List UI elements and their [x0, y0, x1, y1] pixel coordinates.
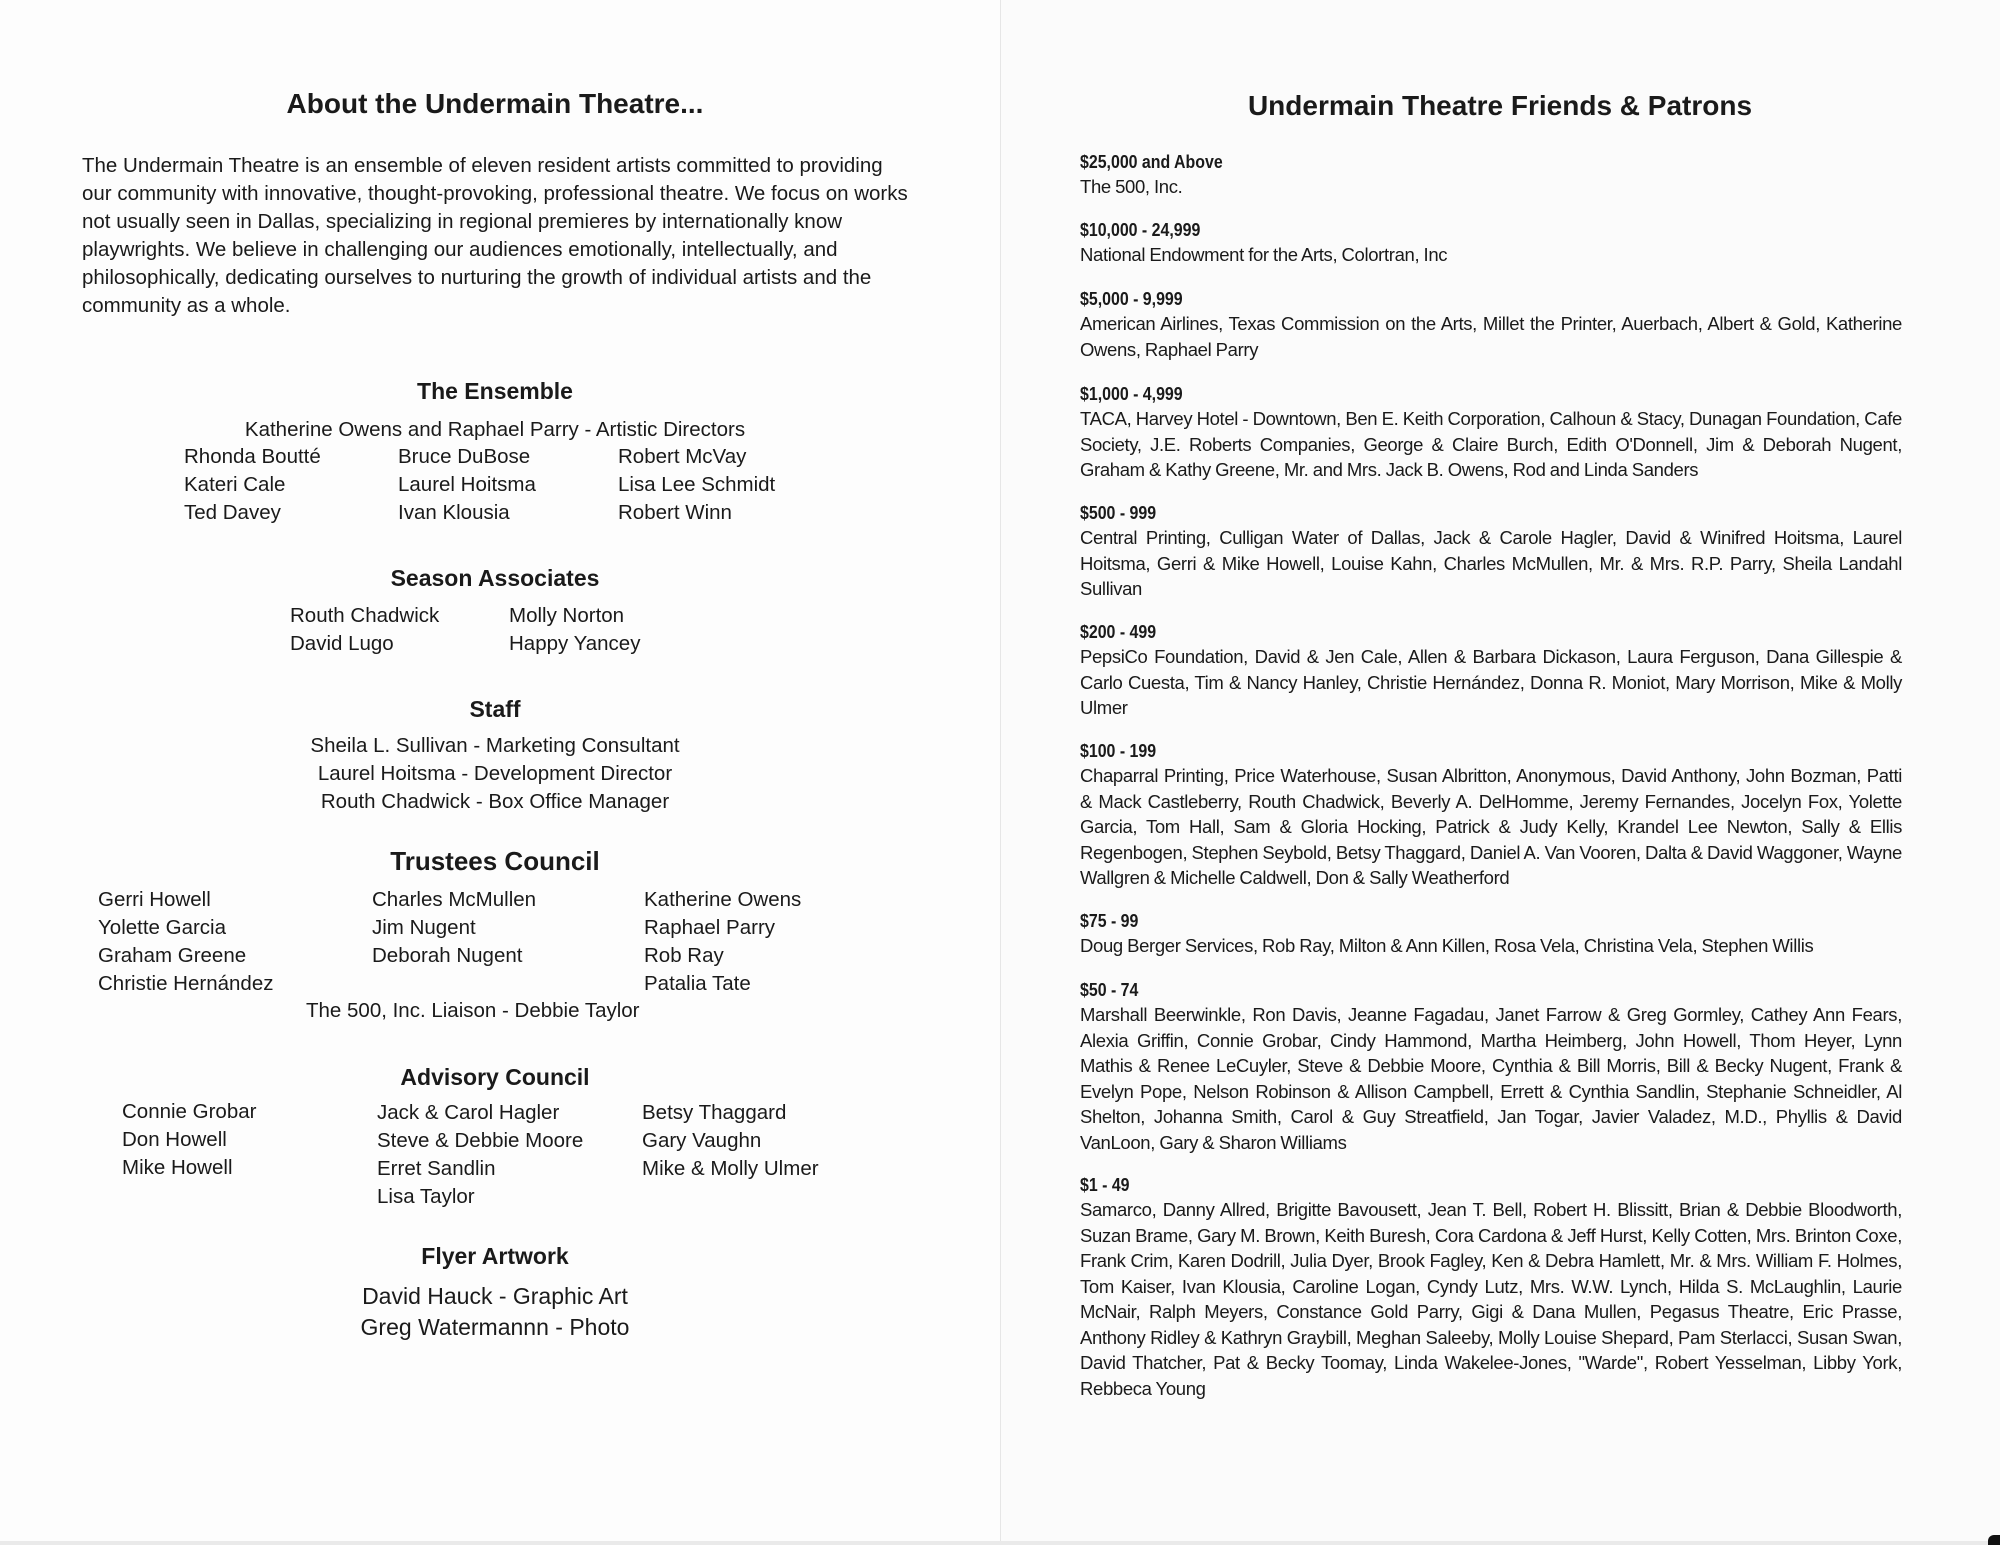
- trustee: Christie Hernández: [98, 972, 274, 995]
- ensemble-member: Laurel Hoitsma: [398, 473, 536, 496]
- advisor: Gary Vaughn: [642, 1129, 762, 1152]
- tier-range: $25,000 and Above: [1080, 151, 1223, 172]
- artistic-directors: Katherine Owens and Raphael Parry - Artistic Directors: [244, 418, 746, 441]
- donor-tier: [1080, 382, 1902, 483]
- tier-names: American Airlines, Texas Commission on the Arts, Millet the Printer, Auerbach, Albert & Gold, Katherine Owens, Raphael Parry: [1080, 313, 1902, 360]
- advisor: Steve & Debbie Moore: [377, 1129, 584, 1152]
- trustee: Jim Nugent: [372, 916, 476, 939]
- trustee: Yolette Garcia: [98, 916, 227, 939]
- season-associate: David Lugo: [290, 632, 394, 655]
- donor-tier: [1080, 287, 1902, 362]
- advisor: Betsy Thaggard: [642, 1101, 787, 1124]
- tier-range: $50 - 74: [1080, 979, 1139, 1000]
- trustee: Rob Ray: [644, 944, 724, 967]
- advisor: Connie Grobar: [122, 1100, 257, 1123]
- flyer-heading: Flyer Artwork: [421, 1243, 569, 1269]
- tier-names: TACA, Harvey Hotel - Downtown, Ben E. Keith Corporation, Calhoun & Stacy, Dunagan Foundation, Cafe Society, J.E. Roberts Companies, George & Claire Burch, Edith O'Donnell, Jim & Deborah Nugent, Graham & Kathy Greene, Mr. and Mrs. Jack B. Owens, Rod and Linda Sanders: [1080, 408, 1902, 480]
- advisor: Lisa Taylor: [377, 1185, 475, 1208]
- tier-names: Doug Berger Services, Rob Ray, Milton & Ann Killen, Rosa Vela, Christina Vela, Stephen Willis: [1080, 935, 1814, 956]
- trustees-heading: Trustees Council: [390, 846, 600, 876]
- advisor: Mike Howell: [122, 1156, 233, 1179]
- donor-tier: [1080, 620, 1902, 721]
- trustee: Katherine Owens: [644, 888, 802, 911]
- staff-heading: Staff: [469, 696, 521, 722]
- ensemble-member: Robert McVay: [618, 445, 747, 468]
- trustee: Deborah Nugent: [372, 944, 523, 967]
- patrons-title: Undermain Theatre Friends & Patrons: [1247, 90, 1753, 121]
- trustee: Gerri Howell: [98, 888, 211, 911]
- tier-range: $500 - 999: [1080, 502, 1157, 523]
- advisor: Jack & Carol Hagler: [377, 1101, 560, 1124]
- ensemble-heading: The Ensemble: [417, 378, 573, 404]
- about-title: About the Undermain Theatre...: [286, 88, 704, 119]
- advisor: Don Howell: [122, 1128, 227, 1151]
- tier-names: Marshall Beerwinkle, Ron Davis, Jeanne Fagadau, Janet Farrow & Greg Gormley, Cathey Ann Fears, Alexia Griffin, Connie Grobar, Cindy Hammond, Martha Heimberg, John Howell, Thom Heyer, Lynn Mathis & Renee LeCuyler, Steve & Debbie Moore, Cynthia & Bill Morris, Bill & Becky Nugent, Frank & Evelyn Pope, Nelson Robinson & Allison Campbell, Errett & Cynthia Sandlin, Stephanie Schneidler, Al Shelton, Johanna Smith, Carol & Guy Streatfield, Jan Togar, Javier Valadez, M.D., Phyllis & David VanLoon, Gary & Sharon Williams: [1080, 1004, 1902, 1153]
- donor-tier: [1080, 218, 1902, 268]
- donor-tier: [1080, 1173, 1902, 1401]
- corner-mark: [1988, 1535, 2000, 1545]
- season-associate: Molly Norton: [509, 604, 625, 627]
- page-fold: [1000, 0, 1001, 1545]
- tier-names: PepsiCo Foundation, David & Jen Cale, Allen & Barbara Dickason, Laura Ferguson, Dana Gillespie & Carlo Cuesta, Tim & Nancy Hanley, Christie Hernández, Donna R. Moniot, Mary Morrison, Mike & Molly Ulmer: [1080, 646, 1902, 718]
- flyer-credit: David Hauck - Graphic Art: [362, 1283, 628, 1309]
- ensemble-member: Kateri Cale: [184, 473, 286, 496]
- tier-range: $10,000 - 24,999: [1080, 219, 1201, 240]
- staff-line: Laurel Hoitsma - Development Director: [317, 762, 673, 785]
- trustee: Patalia Tate: [644, 972, 751, 995]
- donor-tier: [1080, 501, 1902, 602]
- tier-range: $100 - 199: [1080, 740, 1157, 761]
- staff-line: Sheila L. Sullivan - Marketing Consultant: [310, 734, 680, 757]
- ensemble-member: Rhonda Boutté: [184, 445, 321, 468]
- tier-names: The 500, Inc.: [1080, 176, 1183, 197]
- ensemble-member: Lisa Lee Schmidt: [618, 473, 776, 496]
- tier-range: $75 - 99: [1080, 910, 1139, 931]
- tier-range: $5,000 - 9,999: [1080, 288, 1183, 309]
- staff-line: Routh Chadwick - Box Office Manager: [320, 790, 670, 813]
- season-associate: Routh Chadwick: [290, 604, 440, 627]
- bottom-edge: [0, 1541, 2000, 1545]
- tier-range: $1 - 49: [1080, 1174, 1130, 1195]
- advisor: Erret Sandlin: [377, 1157, 496, 1180]
- tier-names: National Endowment for the Arts, Colortran, Inc: [1080, 244, 1448, 265]
- ensemble-member: Bruce DuBose: [398, 445, 531, 468]
- season-associate: Happy Yancey: [509, 632, 641, 655]
- season-associates-heading: Season Associates: [390, 565, 600, 591]
- tier-names: Central Printing, Culligan Water of Dallas, Jack & Carole Hagler, David & Winifred Hoitsma, Laurel Hoitsma, Gerri & Mike Howell, Louise Kahn, Charles McMullen, Mr. & Mrs. R.P. Parry, Sheila Landahl Sullivan: [1080, 527, 1902, 599]
- advisory-heading: Advisory Council: [400, 1064, 590, 1090]
- donor-tier: [1080, 909, 1902, 959]
- donor-tier: [1080, 739, 1902, 891]
- ensemble-member: Robert Winn: [618, 501, 732, 524]
- trustee: Raphael Parry: [644, 916, 776, 939]
- tier-range: $1,000 - 4,999: [1080, 383, 1183, 404]
- tier-names: Samarco, Danny Allred, Brigitte Bavousett, Jean T. Bell, Robert H. Blissitt, Brian & Debbie Bloodworth, Suzan Brame, Gary M. Brown, Keith Buresh, Cora Cardona & Jeff Hurst, Kelly Cotten, Mrs. Brinton Coxe, Frank Crim, Karen Dodrill, Julia Dyer, Brook Fagley, Ken & Debra Hamlett, Mr. & Mrs. William F. Holmes, Tom Kaiser, Ivan Klousia, Caroline Logan, Cyndy Lutz, Mrs. W.W. Lynch, Hilda S. McLaughlin, Laurie McNair, Ralph Meyers, Constance Gold Parry, Gigi & Dana Mullen, Pegasus Theatre, Eric Prasse, Anthony Ridley & Kathryn Graybill, Meghan Saleeby, Molly Louise Shepard, Pam Sterlacci, Susan Swan, David Thatcher, Pat & Becky Toomay, Linda Wakelee-Jones, "Warde", Robert Yesselman, Libby York, Rebbeca Young: [1080, 1199, 1902, 1399]
- tier-names: Chaparral Printing, Price Waterhouse, Susan Albritton, Anonymous, David Anthony, John Bozman, Patti & Mack Castleberry, Routh Chadwick, Beverly A. DelHomme, Jeremy Fernandes, Jocelyn Fox, Yolette Garcia, Tom Hall, Sam & Gloria Hocking, Patrick & Judy Kelly, Krandel Lee Newton, Sally & Ellis Regenbogen, Stephen Seybold, Betsy Thaggard, Daniel A. Van Vooren, Dalta & David Waggoner, Wayne Wallgren & Michelle Caldwell, Don & Sally Weatherford: [1080, 765, 1902, 888]
- advisor: Mike & Molly Ulmer: [642, 1157, 819, 1180]
- about-intro: The Undermain Theatre is an ensemble of eleven resident artists committed to providing our community with innovative, thought-provoking, professional theatre. We focus on works not usually seen in Dallas, specializing in regional premieres by internationally know playwrights. We believe in challenging our audiences emotionally, intellectually, and philosophically, dedicating ourselves to nurturing the growth of individual artists and the community as a whole.: [82, 154, 908, 317]
- donor-tier: [1080, 978, 1902, 1155]
- trustee: Graham Greene: [98, 944, 247, 967]
- flyer-credit: Greg Watermannn - Photo: [360, 1314, 630, 1340]
- tier-range: $200 - 499: [1080, 621, 1157, 642]
- donor-tier: [1080, 150, 1902, 200]
- ensemble-member: Ted Davey: [184, 501, 281, 524]
- ensemble-member: Ivan Klousia: [398, 501, 510, 524]
- trustee: Charles McMullen: [372, 888, 537, 911]
- trustees-liaison: The 500, Inc. Liaison - Debbie Taylor: [306, 999, 640, 1022]
